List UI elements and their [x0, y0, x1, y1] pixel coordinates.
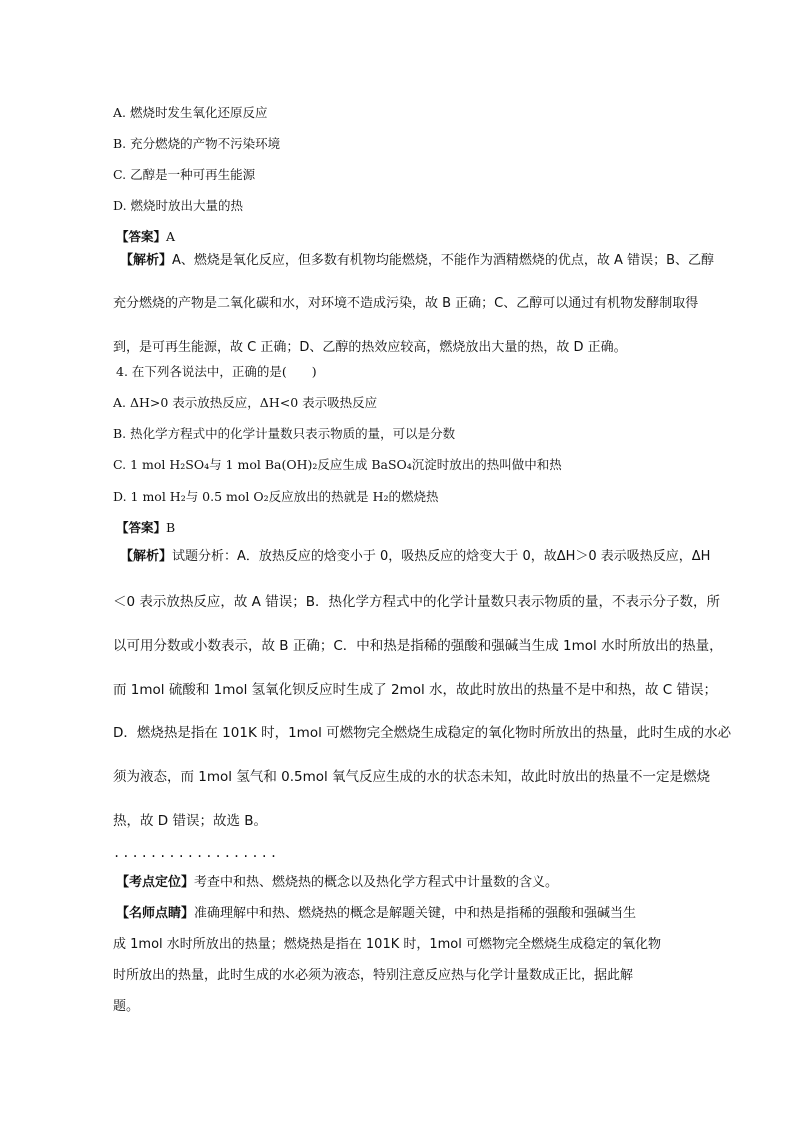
q4-analysis-line-2: ＜0 表示放热反应，故 A 错误；B．热化学方程式中的化学计量数只表示物质的量，不表示分子数，所	[113, 594, 720, 610]
q4-analysis-line-7: 热，故 D 错误；故选 B。	[113, 813, 268, 829]
kaodian-section	[116, 875, 558, 891]
q3-analysis-line-1	[120, 253, 714, 269]
q4-option-b: B. 热化学方程式中的化学计量数只表示物质的量，可以是分数	[113, 426, 456, 441]
q3-option-c: C. 乙醇是一种可再生能源	[113, 167, 256, 182]
q4-stem: 4. 在下列各说法中，正确的是( )	[116, 364, 317, 379]
dotted-separator: ..................	[113, 846, 280, 860]
q3-analysis-line-3: 到，是可再生能源，故 C 正确；D、乙醇的热效应较高，燃烧放出大量的热，故 D 正确。	[113, 340, 627, 355]
q4-analysis-label: 【解析】	[120, 549, 173, 564]
q4-answer-label: 【答案】	[116, 520, 167, 535]
q3-analysis-label: 【解析】	[120, 253, 173, 268]
kaodian-text: 考查中和热、燃烧热的概念以及热化学方程式中计量数的含义。	[194, 875, 559, 890]
q4-analysis-line-6: 须为液态，而 1mol 氢气和 0.5mol 氧气反应生成的水的状态未知，故此时放出的热量不一定是燃烧	[113, 769, 711, 785]
q3-analysis-line-2: 充分燃烧的产物是二氧化碳和水，对环境不造成污染，故 B 正确；C、乙醇可以通过有机物发酵制取得	[113, 296, 699, 311]
q4-answer	[116, 520, 175, 536]
mingshi-line-1	[116, 906, 636, 922]
q3-option-a: A. 燃烧时发生氧化还原反应	[113, 105, 268, 120]
q3-answer	[116, 229, 175, 245]
q3-option-d: D. 燃烧时放出大量的热	[113, 198, 244, 213]
mingshi-line-3: 时所放出的热量，此时生成的水必须为液态，特别注意反应热与化学计量数成正比，据此解	[113, 968, 634, 983]
q4-analysis-line-1	[120, 549, 710, 565]
q3-option-b: B. 充分燃烧的产物不污染环境	[113, 136, 281, 151]
q4-answer-value: B	[166, 520, 176, 535]
q4-option-d: D. 1 mol H₂与 0.5 mol O₂反应放出的热就是 H₂的燃烧热	[113, 489, 439, 504]
mingshi-text-1: 准确理解中和热、燃烧热的概念是解题关键，中和热是指稀的强酸和强碱当生	[194, 906, 637, 921]
kaodian-label: 【考点定位】	[116, 875, 195, 890]
q4-analysis-line-4: 而 1mol 硫酸和 1mol 氢氧化钡反应时生成了 2mol 水，故此时放出的热量不是中和热，故 C 错误；	[113, 682, 718, 698]
mingshi-line-2: 成 1mol 水时所放出的热量；燃烧热是指在 101K 时，1mol 可燃物完全燃烧生成稳定的氧化物	[113, 937, 661, 952]
q4-analysis-text-1: 试题分析：A．放热反应的焓变小于 0，吸热反应的焓变大于 0，故ΔH＞0 表示吸热反应，ΔH	[172, 549, 711, 564]
q3-answer-label: 【答案】	[116, 229, 167, 244]
q4-option-a: A. ΔH>0 表示放热反应，ΔH<0 表示吸热反应	[113, 395, 378, 410]
q3-analysis-text-1: A、燃烧是氧化反应，但多数有机物均能燃烧，不能作为酒精燃烧的优点，故 A 错误；B、乙醇	[172, 253, 714, 268]
q4-analysis-line-5: D．燃烧热是指在 101K 时，1mol 可燃物完全燃烧生成稳定的氧化物时所放出的热量，此时生成的水必	[113, 725, 732, 741]
q4-option-c: C. 1 mol H₂SO₄与 1 mol Ba(OH)₂反应生成 BaSO₄沉淀时放出的热叫做中和热	[113, 457, 562, 472]
q4-analysis-line-3: 以可用分数或小数表示，故 B 正确；C．中和热是指稀的强酸和强碱当生成 1mol 水时所放出的热量，	[113, 638, 723, 654]
mingshi-label: 【名师点睛】	[116, 906, 195, 921]
mingshi-line-4: 题。	[113, 999, 140, 1014]
q3-answer-value: A	[166, 229, 176, 244]
